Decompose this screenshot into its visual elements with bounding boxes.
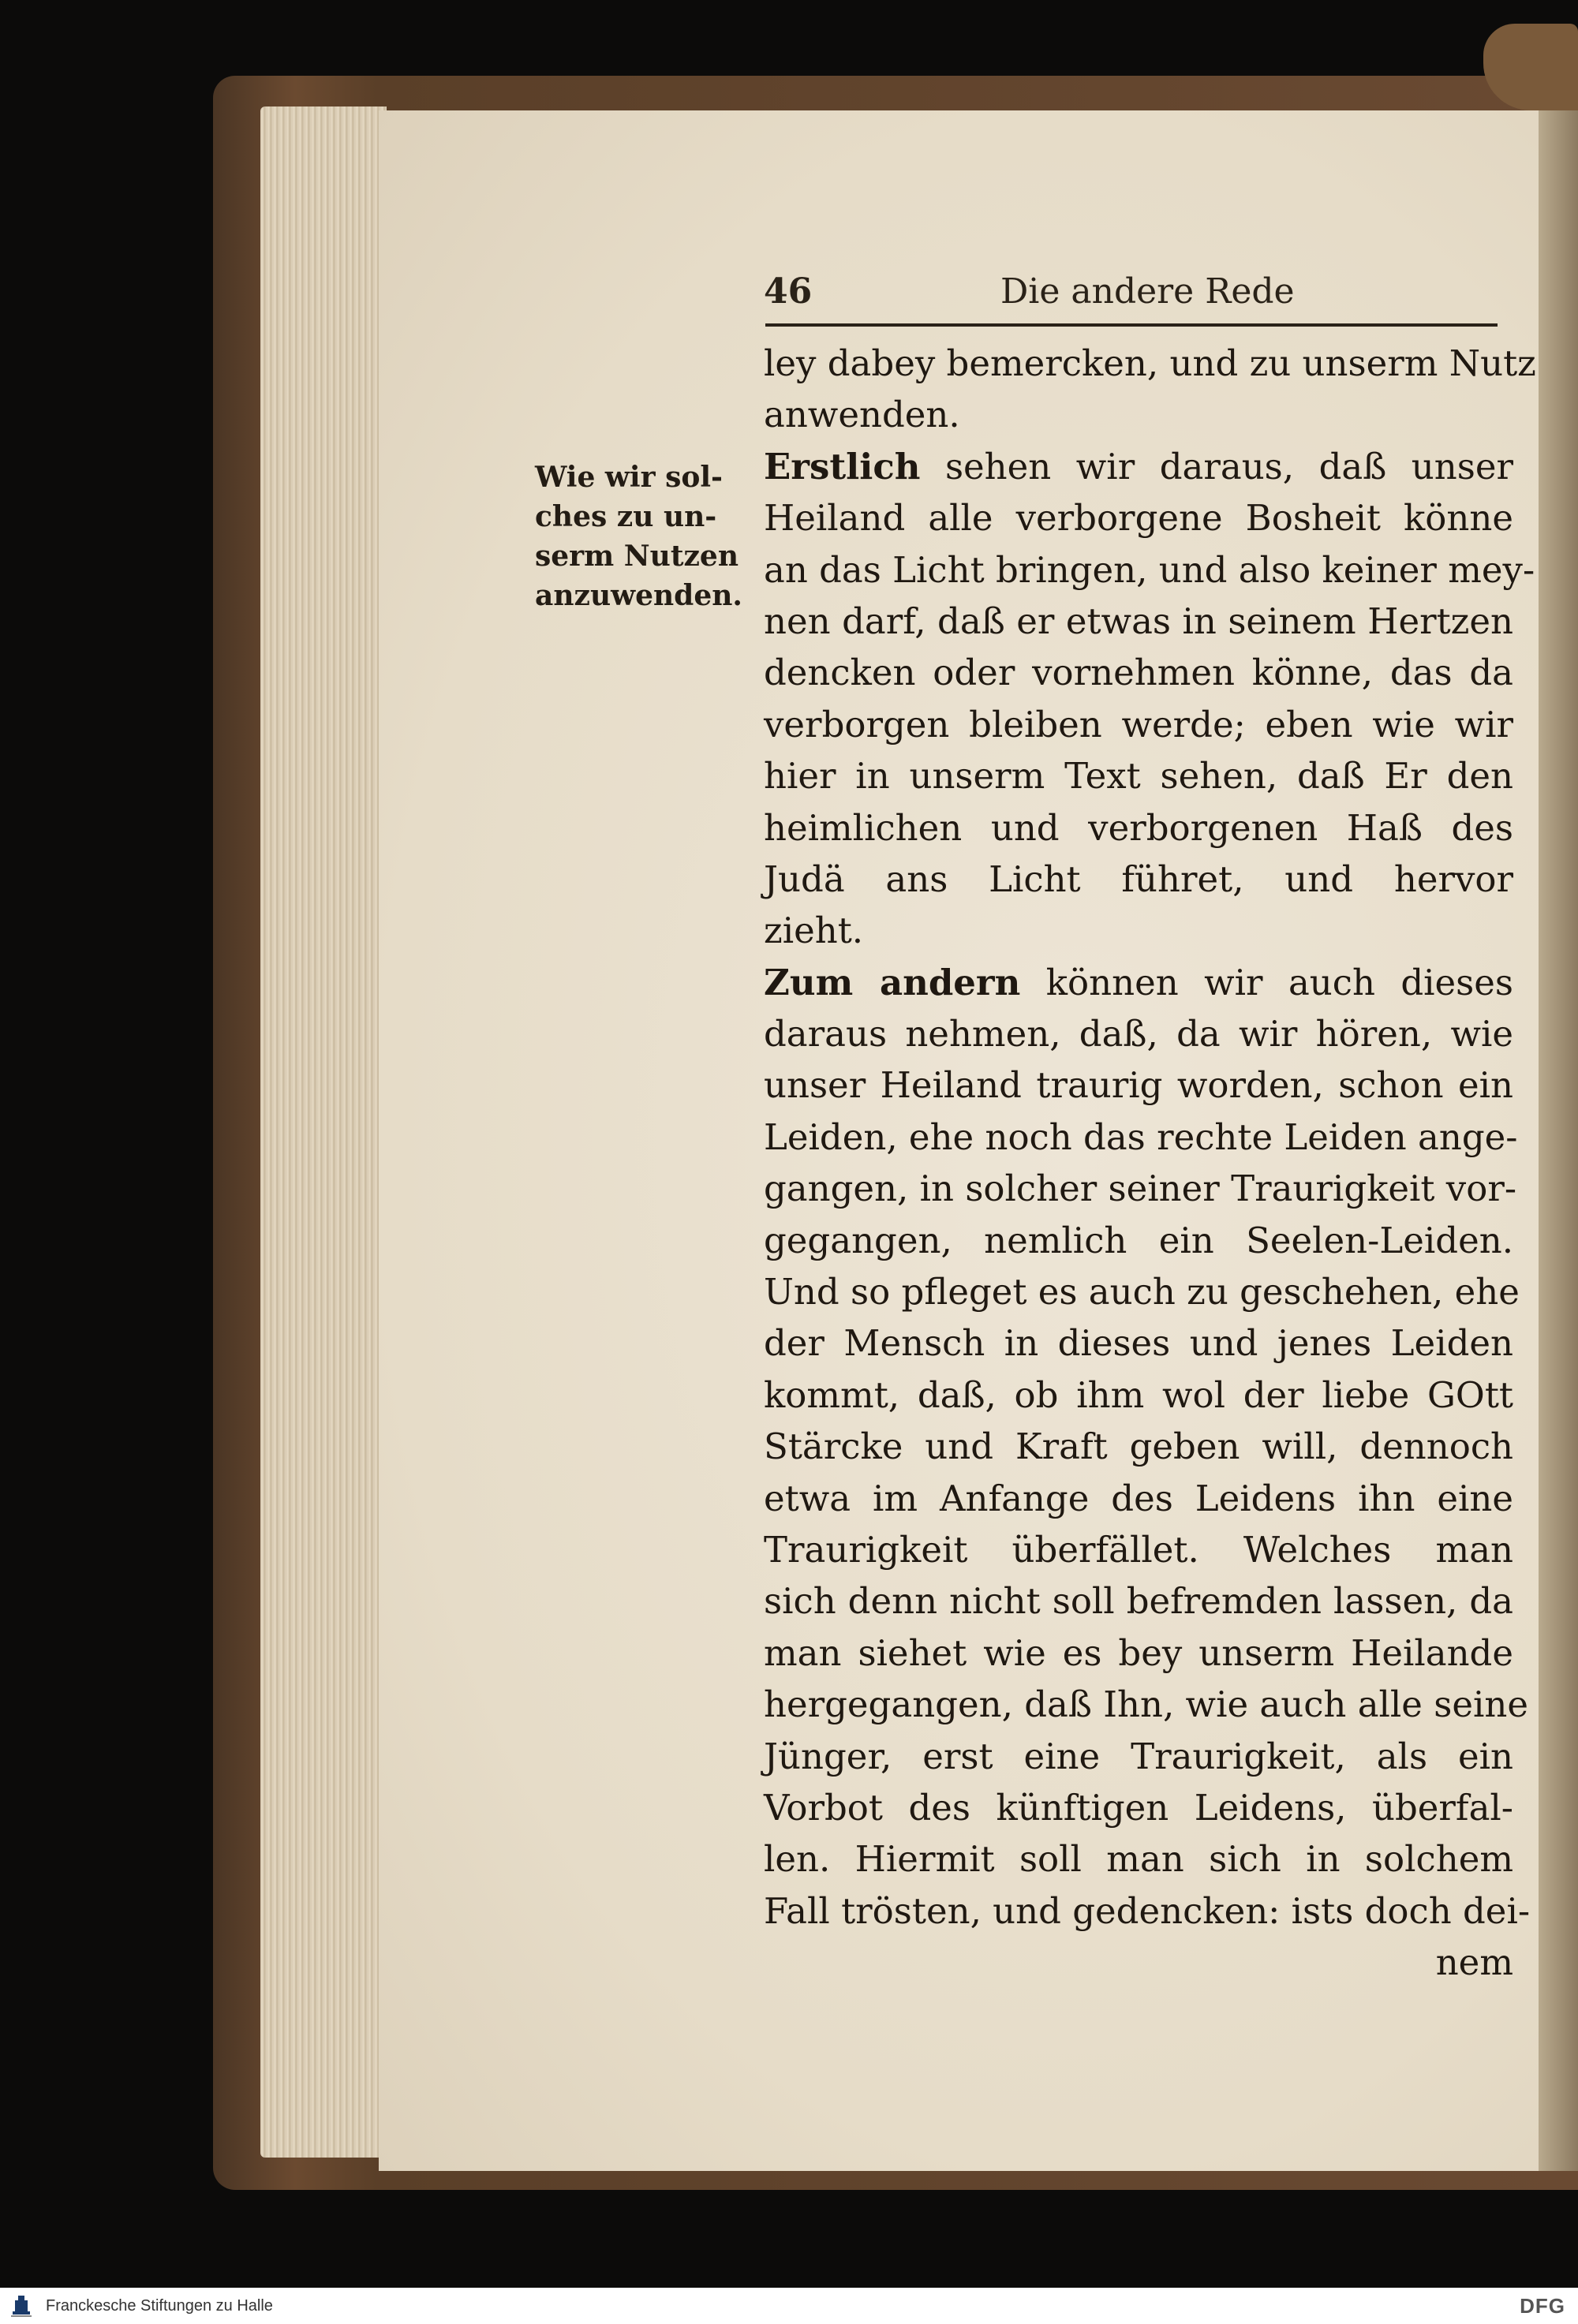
line-text: Und so pfleget es auch zu geschehen, ehe (764, 1271, 1520, 1313)
line-text: verborgen bleiben werde; eben wie wir (764, 703, 1513, 745)
text-line (764, 1266, 1520, 1317)
line-text: an das Licht bringen, und also keiner mey- (764, 548, 1535, 591)
text-line (764, 1059, 1513, 1111)
line-text: zieht. (764, 910, 864, 952)
line-text: man siehet wie es bey unserm Heilande (764, 1631, 1513, 1674)
margin-note-line: anzuwenden. (535, 579, 742, 612)
line-text: hier in unserm Text sehen, daß Er den (764, 755, 1513, 798)
margin-note-line: serm Nutzen (535, 540, 739, 573)
line-text: können wir auch dieses (1020, 961, 1514, 1003)
text-line (764, 544, 1535, 596)
page-gutter (1539, 110, 1578, 2171)
emphasized-word: Zum andern (764, 961, 1021, 1003)
text-line (764, 1163, 1517, 1214)
footer-bar (0, 2288, 1578, 2324)
emphasized-word: Erstlich (764, 445, 921, 488)
text-line (764, 1317, 1513, 1369)
text-line (764, 854, 1513, 905)
margin-note-line: ches zu un- (535, 500, 717, 533)
institution-logo-icon (8, 2292, 35, 2319)
body-text (764, 338, 1536, 1989)
line-text: Jünger, erst eine Traurigkeit, als ein (764, 1735, 1513, 1777)
text-line (764, 492, 1513, 544)
text-line (764, 1782, 1513, 1833)
text-line (764, 1524, 1513, 1575)
text-line (764, 1833, 1513, 1885)
text-line (764, 905, 1513, 956)
line-text: ley dabey bemercken, und zu unserm Nutz (764, 342, 1536, 384)
text-line (764, 596, 1513, 647)
text-line (764, 1421, 1513, 1472)
text-line (764, 1369, 1513, 1421)
text-line (764, 1885, 1531, 1937)
line-text: Vorbot des künftigen Leidens, überfal- (764, 1786, 1513, 1829)
line-text: dencken oder vornehmen könne, das da (764, 652, 1513, 694)
text-line (764, 1473, 1513, 1524)
text-line (764, 1937, 1513, 1988)
line-text: Traurigkeit überfället. Welches man (764, 1528, 1513, 1571)
margin-note (535, 458, 772, 615)
text-line (764, 1731, 1513, 1782)
text-line (764, 441, 1513, 492)
text-line (764, 1008, 1513, 1059)
line-text: heimlichen und verborgenen Haß des (764, 806, 1513, 849)
text-line (764, 699, 1513, 750)
text-line (764, 1575, 1513, 1627)
line-text: nem (1435, 1941, 1513, 1984)
text-line (764, 647, 1513, 698)
line-text: Judä ans Licht führet, und hervor (764, 857, 1513, 900)
line-text: anwenden. (764, 394, 960, 436)
line-text: daraus nehmen, daß, da wir hören, wie (764, 1013, 1513, 1056)
line-text: len. Hiermit soll man sich in solchem (764, 1838, 1513, 1881)
line-text: hergegangen, daß Ihn, wie auch alle seine (764, 1683, 1528, 1726)
institution-name: Franckesche Stiftungen zu Halle (46, 2297, 273, 2315)
text-line (764, 957, 1513, 1008)
line-text: Fall trösten, und gedencken: ists doch dei- (764, 1889, 1531, 1932)
line-text: etwa im Anfange des Leidens ihn eine (764, 1477, 1513, 1519)
cover-corner (1483, 24, 1578, 110)
line-text: gangen, in solcher seiner Traurigkeit vor- (764, 1168, 1517, 1210)
text-line (764, 1215, 1513, 1266)
text-line (764, 1627, 1513, 1679)
line-text: Stärcke und Kraft geben will, dennoch (764, 1425, 1513, 1468)
line-text: nen darf, daß er etwas in seinem Hertzen (764, 600, 1513, 642)
text-line (764, 1679, 1528, 1730)
text-line (764, 338, 1536, 389)
running-head: Die andere Rede (1000, 271, 1295, 312)
line-text: Heiland alle verborgene Bosheit könne (764, 497, 1513, 540)
line-text: der Mensch in dieses und jenes Leiden (764, 1322, 1513, 1365)
margin-note-line: Wie wir sol- (535, 461, 723, 494)
page-number: 46 (764, 271, 813, 312)
line-text: kommt, daß, ob ihm wol der liebe GOtt (764, 1373, 1513, 1416)
page-edges (260, 106, 387, 2158)
line-text: unser Heiland traurig worden, schon ein (764, 1064, 1513, 1107)
line-text: sehen wir daraus, daß unser (920, 445, 1513, 488)
line-text: sich denn nicht soll befremden lassen, da (764, 1580, 1513, 1623)
text-line (764, 750, 1513, 801)
text-line (764, 389, 1513, 440)
line-text: Leiden, ehe noch das rechte Leiden ange- (764, 1115, 1518, 1158)
text-line (764, 1112, 1518, 1163)
funder-logo: DFG (1520, 2294, 1565, 2318)
text-line (764, 802, 1513, 854)
page-header (764, 267, 1498, 322)
line-text: gegangen, nemlich ein Seelen-Leiden. (764, 1219, 1513, 1261)
header-rule (765, 323, 1498, 327)
